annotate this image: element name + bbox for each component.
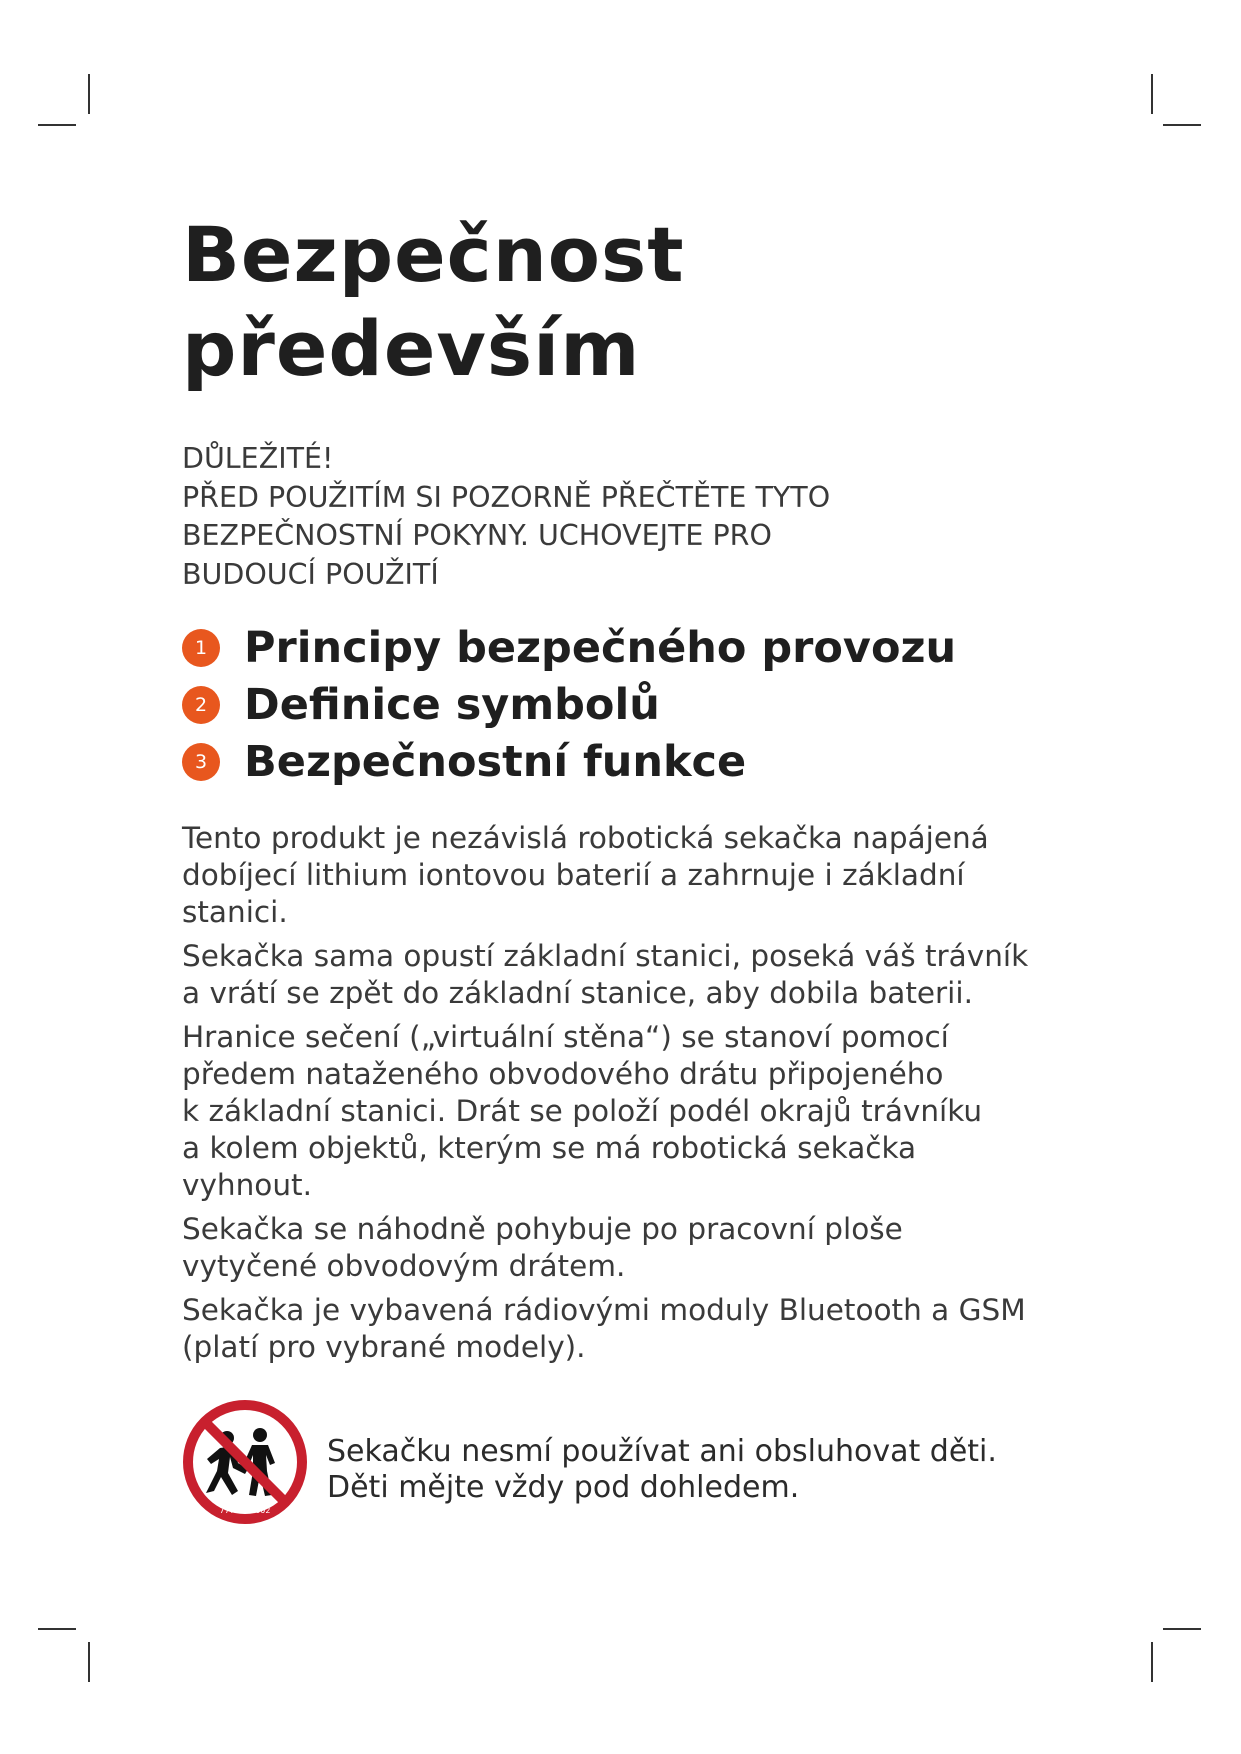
crop-mark [38,124,76,126]
paragraph [182,820,1062,931]
crop-mark [38,1628,76,1630]
paragraph [182,938,1062,1012]
important-line: PŘED POUŽITÍM SI POZORNĚ PŘEČTĚTE TYTO [182,480,831,514]
crop-mark [1163,1628,1201,1630]
section-label: Bezpečnostní funkce [244,736,747,787]
section-number-badge: 2 [182,686,220,724]
section-item [182,676,956,733]
section-number-badge: 1 [182,629,220,667]
paragraph-line: vytyčené obvodovým drátem. [182,1249,626,1283]
paragraph-line: Sekačka se náhodně pohybuje po pracovní ploše [182,1212,903,1246]
paragraph-line: a kolem objektů, kterým se má robotická sekačka [182,1131,917,1165]
warning-line: Sekačku nesmí používat ani obsluhovat děti. [327,1434,997,1469]
important-line: BEZPEČNOSTNÍ POKYNY. UCHOVEJTE PRO [182,519,772,552]
paragraph-line: Sekačka je vybavená rádiovými moduly Bluetooth a GSM [182,1293,1026,1327]
warning-line: Děti mějte vždy pod dohledem. [327,1470,800,1505]
crop-mark [88,74,90,114]
paragraph-line: dobíjecí lithium iontovou baterií a zahrnuje i základní [182,858,965,892]
warning-text [327,1434,997,1506]
paragraph-line: vyhnout. [182,1168,312,1202]
no-children-icon [180,1397,310,1527]
crop-mark [1163,124,1201,126]
page-title-line: Bezpečnost [182,210,685,299]
paragraph [182,1211,1062,1285]
paragraph-line: (platí pro vybrané modely). [182,1330,586,1364]
paragraph-line: předem nataženého obvodového drátu připojeného [182,1057,944,1091]
section-label: Definice symbolů [244,679,660,730]
paragraph [182,1019,1062,1204]
section-list [182,619,956,790]
page-title-line: především [182,304,641,393]
important-heading: DŮLEŽITÉ! [182,442,334,475]
section-item [182,733,956,790]
crop-mark [1151,1642,1153,1682]
crop-mark [1151,74,1153,114]
page-title [182,208,685,396]
paragraph-line: Sekačka sama opustí základní stanici, poseká váš trávník [182,939,1029,973]
important-notice [182,440,830,594]
section-item [182,619,956,676]
important-line: BUDOUCÍ POUŽITÍ [182,557,439,591]
icon-code-label: 777 129 602 [219,1506,271,1515]
paragraph-line: a vrátí se zpět do základní stanice, aby dobila baterii. [182,976,973,1010]
paragraph-line: Tento produkt je nezávislá robotická sekačka napájená [182,821,989,855]
section-number-badge: 3 [182,743,220,781]
paragraph-line: stanici. [182,895,288,929]
section-label: Principy bezpečného provozu [244,622,957,673]
body-text [182,820,1062,1373]
crop-mark [88,1642,90,1682]
paragraph [182,1292,1062,1366]
paragraph-line: k základní stanici. Drát se položí podél okrajů trávníku [182,1094,983,1128]
paragraph-line: Hranice sečení („virtuální stěna“) se stanoví pomocí [182,1020,949,1054]
